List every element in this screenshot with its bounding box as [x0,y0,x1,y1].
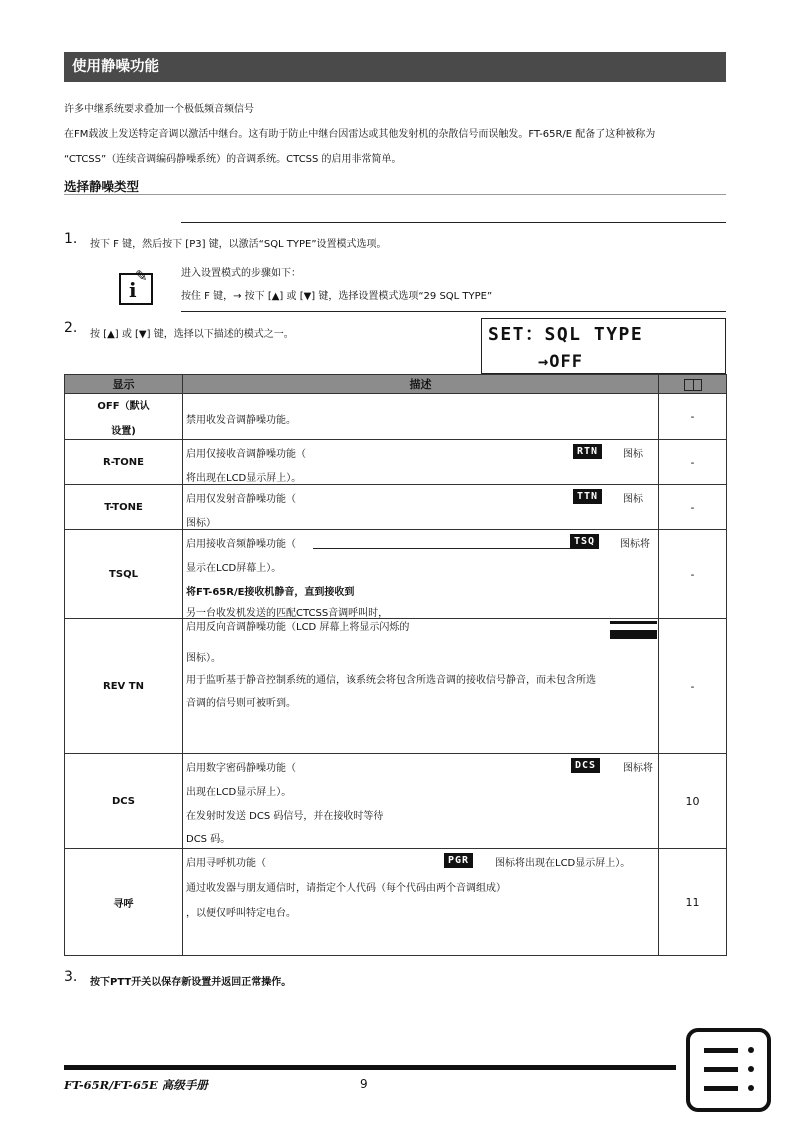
description-line: 音调的信号则可被听到。 [186,698,296,709]
menu-bar [704,1048,738,1053]
description-line: 启用寻呼机功能（ [186,858,266,869]
lcd-line-2: →OFF [538,352,583,372]
note-line-1: 进入设置模式的步骤如下： [181,268,301,279]
description-line: 启用仅接收音调静噪功能（ [186,449,306,460]
mode-name: R-TONE [65,440,183,485]
description-line: 另一台收发机发送的匹配CTCSS音调呼叫时， [186,608,389,619]
info-i-glyph: i [129,278,137,302]
mode-name: REV TN [65,619,183,754]
note-line-2: 按住 F 键，→ 按下 [▲] 或 [▼] 键，选择设置模式选项“29 SQL TYPE” [181,291,493,302]
subsection-title: 选择静噪类型 [64,179,140,194]
intro-line-2: 在FM载波上发送特定音调以激活中继台。这有助于防止中继台因雷达或其他发射机的杂散信号而误触发。FT-65R/E 配备了这种被称为 [64,129,656,140]
menu-bar [704,1086,738,1091]
mode-description [183,619,659,754]
step-2-text: 按 [▲] 或 [▼] 键，选择以下描述的模式之一。 [90,329,294,340]
description-line: 将FT-65R/E接收机静音，直到接收到 [186,587,355,598]
section-title: 使用静噪功能 [64,52,726,82]
table-row [65,485,727,530]
badge-tail: 图标 [623,449,643,460]
menu-bar [704,1067,738,1072]
description-line: 启用反向音调静噪功能（LCD 屏幕上将显示闪烁的 [186,622,410,633]
table-row [65,619,727,754]
step-3-number: 3. [64,969,78,985]
lcd-line-1: SET：SQL TYPE [488,324,644,345]
mode-description [183,485,659,530]
menu-dot [748,1066,754,1072]
description-line: 显示在LCD屏幕上）。 [186,563,282,574]
table-row [65,530,727,619]
description-line: 图标） [186,518,216,529]
page-ref: - [659,619,727,754]
table-row [65,849,727,956]
description-line: 图标）。 [186,653,221,664]
header-display: 显示 [65,375,183,394]
blink-bar-top [610,621,657,624]
dcs-icon: DCS [571,758,600,773]
info-note-icon [119,267,153,305]
badge-tail: 图标 [623,494,643,505]
mode-description [183,440,659,485]
table-row [65,394,727,440]
ttn-icon: TTN [573,489,602,504]
intro-line-3: “CTCSS”（连续音调编码静噪系统）的音调系统。CTCSS 的启用非常简单。 [64,154,402,165]
description-line: 通过收发器与朋友通信时，请指定个人代码（每个代码由两个音调组成） [186,883,506,894]
header-description: 描述 [183,375,659,394]
description-line: 启用数字密码静噪功能（ [186,763,296,774]
mode-name-line-1: OFF（默认 [97,400,150,412]
mode-description [183,394,659,440]
tsq-icon: TSQ [570,534,599,549]
mode-name: T-TONE [65,485,183,530]
footer-title: FT-65R/FT-65E 高级手册 [64,1078,208,1092]
description-line: 禁用收发音调静噪功能。 [186,415,296,426]
intro-line-1: 许多中继系统要求叠加一个极低频音频信号 [64,104,254,115]
step-3-text: 按下PTT开关以保存新设置并返回正常操作。 [90,977,292,988]
mode-description [183,754,659,849]
blink-bar [610,630,657,639]
description-line: 将出现在LCD显示屏上）。 [186,473,302,484]
description-line: 在发射时发送 DCS 码信号，并在接收时等待 [186,811,384,822]
badge-tail: 图标将 [620,539,650,550]
menu-icon[interactable] [686,1028,771,1112]
badge-tail: 图标将出现在LCD显示屏上）。 [495,858,631,869]
underline [313,548,571,549]
menu-dot [748,1085,754,1091]
step-1-text: 按下 F 键，然后按下 [P3] 键，以激活“SQL TYPE”设置模式选项。 [90,239,387,250]
page-ref: - [659,530,727,619]
pencil-icon: ✎ [135,267,148,285]
description-line: DCS 码。 [186,834,231,845]
menu-dot [748,1047,754,1053]
mode-name: 寻呼 [65,849,183,956]
book-icon [684,379,702,391]
description-line: 启用仅发射音静噪功能（ [186,494,296,505]
mode-name: TSQL [65,530,183,619]
subsection-divider [64,194,726,195]
squelch-type-table [64,374,727,956]
page-ref: - [659,394,727,440]
step-2-number: 2. [64,320,78,336]
note-divider [181,311,726,312]
page-ref: - [659,440,727,485]
description-line: 启用接收音频静噪功能（ [186,539,296,550]
lcd-display [481,318,726,374]
table-header-row [65,375,727,394]
header-page [659,375,727,394]
description-line: ，以便仅呼叫特定电台。 [186,908,296,919]
step-1-number: 1. [64,231,78,247]
mode-description [183,530,659,619]
page-ref: 11 [659,849,727,956]
mode-description [183,849,659,956]
mode-name [65,394,183,440]
description-line: 出现在LCD显示屏上）。 [186,787,292,798]
page-ref: 10 [659,754,727,849]
rtn-icon: RTN [573,444,602,459]
description-line: 用于监听基于静音控制系统的通信，该系统会将包含所选音调的接收信号静音，而未包含所选 [186,675,596,686]
badge-tail: 图标将 [623,763,653,774]
table-row [65,754,727,849]
footer-bar [64,1065,676,1070]
table-row [65,440,727,485]
page-number: 9 [360,1077,368,1091]
mode-name: DCS [65,754,183,849]
page-ref: - [659,485,727,530]
mode-name-line-2: 设置) [111,425,136,437]
pgr-icon: PGR [444,853,473,868]
divider [181,222,726,223]
